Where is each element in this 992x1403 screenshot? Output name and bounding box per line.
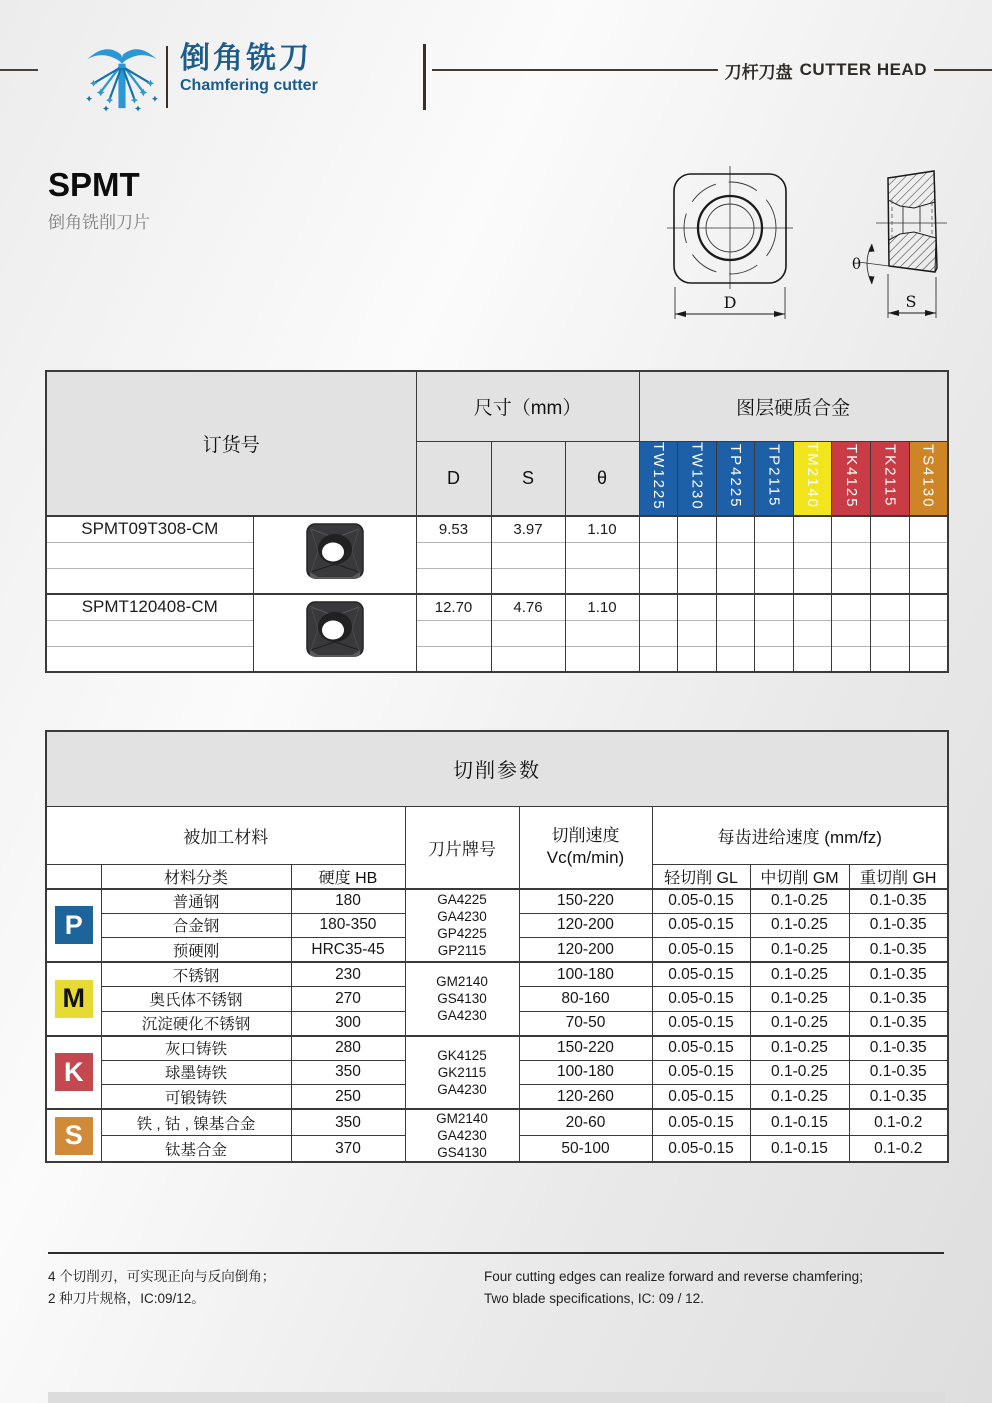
material-name: 铁 , 钴 , 镍基合金 bbox=[101, 1109, 291, 1136]
dim-empty bbox=[416, 568, 491, 594]
insert-photo bbox=[303, 599, 367, 663]
iso-letter-cell bbox=[46, 962, 101, 1036]
cutting-speed: 100-180 bbox=[519, 962, 652, 987]
heavy-cut-header: 重切削 GH bbox=[849, 864, 948, 889]
insert-grade-name: GK4125 bbox=[437, 1047, 487, 1063]
feed-gh: 0.1-0.35 bbox=[849, 1060, 948, 1085]
insert-grade-name: GA4225 bbox=[437, 892, 487, 908]
cutting-speed: 70-50 bbox=[519, 1011, 652, 1036]
section-title-cn: 刀杆刀盘 bbox=[724, 62, 793, 82]
dim-empty bbox=[416, 620, 491, 646]
grade-availability-cell bbox=[755, 620, 794, 646]
feed-gl: 0.05-0.15 bbox=[652, 1060, 750, 1085]
hardness-value: HRC35-45 bbox=[291, 938, 405, 963]
grade-availability-cell bbox=[871, 516, 910, 542]
hardness-value: 280 bbox=[291, 1036, 405, 1061]
grade-availability-cell bbox=[716, 568, 755, 594]
grade-availability-cell bbox=[678, 516, 717, 542]
grade-availability-cell bbox=[871, 542, 910, 568]
cut-row bbox=[46, 1109, 948, 1136]
dim-empty bbox=[565, 568, 639, 594]
feed-gh: 0.1-0.35 bbox=[849, 1036, 948, 1061]
footer-note-cn-line2: 2 种刀片规格，IC:09/12。 bbox=[48, 1291, 205, 1306]
grade-availability-cell bbox=[755, 516, 794, 542]
spec-row bbox=[46, 542, 948, 568]
grade-availability-cell bbox=[793, 594, 832, 620]
grade-availability-cell bbox=[678, 542, 717, 568]
cut-row bbox=[46, 889, 948, 914]
grade-availability-cell bbox=[793, 516, 832, 542]
workpiece-material-header: 被加工材料 bbox=[46, 806, 405, 864]
feed-gm: 0.1-0.25 bbox=[750, 938, 849, 963]
insert-grade-name: GA4230 bbox=[437, 1081, 487, 1097]
footer-bottom-bar bbox=[48, 1392, 945, 1403]
iso-letter-s: S bbox=[55, 1117, 93, 1155]
material-name: 不锈钢 bbox=[101, 962, 291, 987]
material-name: 灰口铸铁 bbox=[101, 1036, 291, 1061]
dim-empty bbox=[491, 568, 565, 594]
iso-letter-cell bbox=[46, 1109, 101, 1162]
page-title: SPMT bbox=[48, 166, 140, 203]
feed-gm: 0.1-0.25 bbox=[750, 987, 849, 1012]
feed-gl: 0.05-0.15 bbox=[652, 913, 750, 938]
grade-availability-cell bbox=[678, 620, 717, 646]
iso-letter-p: P bbox=[55, 906, 93, 944]
feed-gm: 0.1-0.15 bbox=[750, 1109, 849, 1136]
cutting-speed-header-unit: Vc(m/min) bbox=[546, 848, 625, 867]
feed-gm: 0.1-0.25 bbox=[750, 1060, 849, 1085]
insert-grades bbox=[405, 1109, 519, 1162]
cutting-speed: 100-180 bbox=[519, 1060, 652, 1085]
grade-availability-cell bbox=[678, 646, 717, 672]
order-number-empty bbox=[46, 542, 253, 568]
dim-d-value: 9.53 bbox=[416, 516, 491, 542]
feed-gl: 0.05-0.15 bbox=[652, 987, 750, 1012]
dim-empty bbox=[416, 542, 491, 568]
dim-s-value: 4.76 bbox=[491, 594, 565, 620]
feed-gh: 0.1-0.35 bbox=[849, 962, 948, 987]
grade-availability-cell bbox=[755, 542, 794, 568]
coating-grade-col-tw1225 bbox=[639, 441, 678, 516]
grade-availability-cell bbox=[871, 568, 910, 594]
material-name: 沉淀硬化不锈钢 bbox=[101, 1011, 291, 1036]
section-rule-left bbox=[432, 69, 718, 71]
grade-availability-cell bbox=[832, 516, 871, 542]
grade-availability-cell bbox=[871, 594, 910, 620]
coating-grade-col-tp2115 bbox=[755, 441, 794, 516]
order-number: SPMT120408-CM bbox=[46, 594, 253, 620]
coating-grade-label: TK4125 bbox=[842, 443, 860, 509]
feed-gm: 0.1-0.25 bbox=[750, 962, 849, 987]
grade-availability-cell bbox=[832, 594, 871, 620]
iso-letter-cell bbox=[46, 1036, 101, 1110]
coating-carbide-header: 图层硬质合金 bbox=[639, 371, 948, 441]
grade-availability-cell bbox=[716, 646, 755, 672]
grade-availability-cell bbox=[678, 594, 717, 620]
cutting-speed: 80-160 bbox=[519, 987, 652, 1012]
coating-grade-col-tk4125 bbox=[832, 441, 871, 516]
feed-gm: 0.1-0.25 bbox=[750, 913, 849, 938]
grade-availability-cell bbox=[793, 646, 832, 672]
fountain-star-logo-icon bbox=[82, 40, 162, 114]
order-number-empty bbox=[46, 646, 253, 672]
coating-grade-label: TS4130 bbox=[919, 443, 937, 509]
insert-grade-name: GM2140 bbox=[436, 974, 488, 990]
material-name: 合金钢 bbox=[101, 913, 291, 938]
insert-grades bbox=[405, 962, 519, 1036]
insert-grade-name: GA4230 bbox=[437, 909, 487, 925]
hardness-value: 370 bbox=[291, 1136, 405, 1163]
hardness-value: 300 bbox=[291, 1011, 405, 1036]
order-number-empty bbox=[46, 620, 253, 646]
dim-theta-value: 1.10 bbox=[565, 594, 639, 620]
header-mid-divider bbox=[423, 44, 426, 110]
insert-image-cell bbox=[253, 516, 416, 594]
insert-grade-name: GS4130 bbox=[437, 991, 487, 1007]
coating-grade-col-ts4130 bbox=[909, 441, 948, 516]
hardness-value: 350 bbox=[291, 1109, 405, 1136]
grade-availability-cell bbox=[755, 568, 794, 594]
insert-photo bbox=[303, 521, 367, 585]
grade-availability-cell bbox=[909, 594, 948, 620]
feed-gh: 0.1-0.35 bbox=[849, 889, 948, 914]
cutting-speed: 120-260 bbox=[519, 1085, 652, 1110]
cutting-speed: 150-220 bbox=[519, 889, 652, 914]
spec-row bbox=[46, 516, 948, 542]
iso-letter-k: K bbox=[55, 1053, 93, 1091]
page-subtitle: 倒角铣削刀片 bbox=[48, 213, 150, 232]
material-class-header: 材料分类 bbox=[101, 864, 291, 889]
coating-grade-label: TP2115 bbox=[765, 444, 783, 508]
insert-grade-name: GA4230 bbox=[437, 1128, 487, 1143]
coating-grade-col-tp4225 bbox=[716, 441, 755, 516]
size-header: 尺寸（mm） bbox=[416, 371, 639, 441]
header-left-rule bbox=[0, 69, 38, 71]
coating-grade-label: TM2140 bbox=[804, 442, 822, 510]
feed-gm: 0.1-0.25 bbox=[750, 889, 849, 914]
dim-label-s: S bbox=[905, 292, 917, 311]
spec-row bbox=[46, 568, 948, 594]
coating-grade-col-tm2140 bbox=[793, 441, 832, 516]
material-name: 可锻铸铁 bbox=[101, 1085, 291, 1110]
feed-gl: 0.05-0.15 bbox=[652, 962, 750, 987]
grade-availability-cell bbox=[716, 516, 755, 542]
dim-s-value: 3.97 bbox=[491, 516, 565, 542]
hardness-header: 硬度 HB bbox=[291, 864, 405, 889]
grade-availability-cell bbox=[909, 646, 948, 672]
grade-availability-cell bbox=[832, 646, 871, 672]
feed-gh: 0.1-0.35 bbox=[849, 938, 948, 963]
insert-grades bbox=[405, 1036, 519, 1110]
coating-grade-label: TK2115 bbox=[881, 444, 899, 508]
cutting-speed: 50-100 bbox=[519, 1136, 652, 1163]
grade-availability-cell bbox=[639, 516, 678, 542]
spec-table bbox=[45, 370, 949, 673]
cutting-params-title: 切削参数 bbox=[46, 731, 948, 806]
grade-availability-cell bbox=[716, 620, 755, 646]
dim-label-theta: θ bbox=[852, 255, 862, 273]
cut-row bbox=[46, 962, 948, 987]
coating-grade-label: TW1230 bbox=[688, 441, 706, 511]
grade-availability-cell bbox=[793, 568, 832, 594]
feed-gh: 0.1-0.35 bbox=[849, 987, 948, 1012]
grade-availability-cell bbox=[832, 542, 871, 568]
dim-empty bbox=[565, 620, 639, 646]
cutting-speed: 120-200 bbox=[519, 913, 652, 938]
cutting-speed-header-cn: 切削速度 bbox=[551, 826, 620, 845]
insert-grades bbox=[405, 889, 519, 963]
medium-cut-header: 中切削 GM bbox=[750, 864, 849, 889]
hardness-value: 250 bbox=[291, 1085, 405, 1110]
feed-gh: 0.1-0.35 bbox=[849, 1011, 948, 1036]
hardness-value: 230 bbox=[291, 962, 405, 987]
material-name: 普通钢 bbox=[101, 889, 291, 914]
dim-empty bbox=[491, 646, 565, 672]
feed-per-tooth-header: 每齿进给速度 (mm/fz) bbox=[652, 806, 948, 864]
dim-label-d: D bbox=[723, 293, 737, 312]
footer-note-en-line2: Two blade specifications, IC: 09 / 12. bbox=[484, 1291, 704, 1306]
feed-gh: 0.1-0.2 bbox=[849, 1109, 948, 1136]
feed-gl: 0.05-0.15 bbox=[652, 1036, 750, 1061]
dim-empty bbox=[565, 542, 639, 568]
footer-note-cn bbox=[48, 1266, 275, 1310]
grade-availability-cell bbox=[909, 568, 948, 594]
insert-grade-name: GP4225 bbox=[437, 926, 487, 942]
grade-availability-cell bbox=[832, 620, 871, 646]
grade-availability-cell bbox=[909, 542, 948, 568]
insert-grade-name: GK2115 bbox=[437, 1064, 487, 1080]
hardness-value: 180 bbox=[291, 889, 405, 914]
feed-gm: 0.1-0.15 bbox=[750, 1136, 849, 1163]
hardness-value: 270 bbox=[291, 987, 405, 1012]
dim-d-value: 12.70 bbox=[416, 594, 491, 620]
feed-gh: 0.1-0.2 bbox=[849, 1136, 948, 1163]
material-name: 球墨铸铁 bbox=[101, 1060, 291, 1085]
feed-gh: 0.1-0.35 bbox=[849, 1085, 948, 1110]
insert-grade-name: GS4130 bbox=[437, 1145, 487, 1160]
cutting-speed-header bbox=[519, 806, 652, 889]
spec-row bbox=[46, 620, 948, 646]
feed-gl: 0.05-0.15 bbox=[652, 1136, 750, 1163]
col-header-s: S bbox=[491, 441, 565, 516]
feed-gm: 0.1-0.25 bbox=[750, 1085, 849, 1110]
col-header-theta: θ bbox=[565, 441, 639, 516]
insert-side-view-drawing bbox=[848, 166, 948, 329]
grade-availability-cell bbox=[716, 594, 755, 620]
brand-logo bbox=[82, 40, 162, 114]
material-name: 奥氏体不锈钢 bbox=[101, 987, 291, 1012]
col-header-d: D bbox=[416, 441, 491, 516]
insert-grade-name: GP2115 bbox=[437, 943, 487, 959]
grade-availability-cell bbox=[909, 620, 948, 646]
dim-empty bbox=[416, 646, 491, 672]
cutting-speed: 150-220 bbox=[519, 1036, 652, 1061]
brand-divider bbox=[166, 46, 168, 108]
section-title-en: CUTTER HEAD bbox=[799, 60, 927, 79]
footer-note-en bbox=[484, 1266, 863, 1310]
dim-empty bbox=[491, 620, 565, 646]
grade-availability-cell bbox=[871, 620, 910, 646]
cut-row bbox=[46, 1036, 948, 1061]
grade-availability-cell bbox=[755, 594, 794, 620]
dim-theta-value: 1.10 bbox=[565, 516, 639, 542]
feed-gm: 0.1-0.25 bbox=[750, 1036, 849, 1061]
grade-availability-cell bbox=[639, 594, 678, 620]
brand-name-en: Chamfering cutter bbox=[180, 77, 318, 94]
feed-gl: 0.05-0.15 bbox=[652, 938, 750, 963]
footer-divider bbox=[48, 1252, 944, 1254]
material-name: 预硬刚 bbox=[101, 938, 291, 963]
coating-grade-col-tk2115 bbox=[871, 441, 910, 516]
iso-letter-cell bbox=[46, 889, 101, 963]
cutting-speed: 20-60 bbox=[519, 1109, 652, 1136]
grade-availability-cell bbox=[639, 646, 678, 672]
hardness-value: 350 bbox=[291, 1060, 405, 1085]
brand-block bbox=[180, 42, 318, 96]
grade-availability-cell bbox=[716, 542, 755, 568]
order-number: SPMT09T308-CM bbox=[46, 516, 253, 542]
grade-availability-cell bbox=[793, 620, 832, 646]
order-number-header: 订货号 bbox=[46, 371, 416, 516]
grade-availability-cell bbox=[909, 516, 948, 542]
material-name: 钛基合金 bbox=[101, 1136, 291, 1163]
brand-name-cn: 倒角铣刀 bbox=[180, 42, 312, 75]
coating-grade-label: TP4225 bbox=[727, 443, 744, 509]
insert-front-view-drawing bbox=[666, 166, 794, 329]
grade-availability-cell bbox=[755, 646, 794, 672]
cutting-speed: 120-200 bbox=[519, 938, 652, 963]
coating-grade-col-tw1230 bbox=[678, 441, 717, 516]
dim-empty bbox=[491, 542, 565, 568]
feed-gl: 0.05-0.15 bbox=[652, 889, 750, 914]
feed-gm: 0.1-0.25 bbox=[750, 1011, 849, 1036]
spec-row bbox=[46, 646, 948, 672]
footer-note-cn-line1: 4 个切削刃，可实现正向与反向倒角； bbox=[48, 1269, 276, 1284]
iso-letter-column-header bbox=[46, 864, 101, 889]
light-cut-header: 轻切削 GL bbox=[652, 864, 750, 889]
feed-gl: 0.05-0.15 bbox=[652, 1085, 750, 1110]
insert-grade-header: 刀片牌号 bbox=[405, 806, 519, 889]
feed-gh: 0.1-0.35 bbox=[849, 913, 948, 938]
dim-empty bbox=[565, 646, 639, 672]
grade-availability-cell bbox=[639, 542, 678, 568]
grade-availability-cell bbox=[639, 568, 678, 594]
section-rule-right bbox=[934, 69, 992, 71]
insert-grade-name: GA4230 bbox=[437, 1008, 487, 1024]
insert-image-cell bbox=[253, 594, 416, 672]
iso-letter-m: M bbox=[55, 980, 93, 1018]
section-title-row bbox=[432, 60, 992, 80]
footer-note-en-line1: Four cutting edges can realize forward and reverse chamfering; bbox=[484, 1269, 863, 1284]
hardness-value: 180-350 bbox=[291, 913, 405, 938]
feed-gl: 0.05-0.15 bbox=[652, 1011, 750, 1036]
order-number-empty bbox=[46, 568, 253, 594]
cutting-parameters-table bbox=[45, 730, 949, 1163]
insert-grade-name: GM2140 bbox=[436, 1111, 488, 1126]
grade-availability-cell bbox=[678, 568, 717, 594]
grade-availability-cell bbox=[871, 646, 910, 672]
grade-availability-cell bbox=[832, 568, 871, 594]
grade-availability-cell bbox=[639, 620, 678, 646]
coating-grade-label: TW1225 bbox=[649, 441, 667, 511]
feed-gl: 0.05-0.15 bbox=[652, 1109, 750, 1136]
grade-availability-cell bbox=[793, 542, 832, 568]
spec-row bbox=[46, 594, 948, 620]
